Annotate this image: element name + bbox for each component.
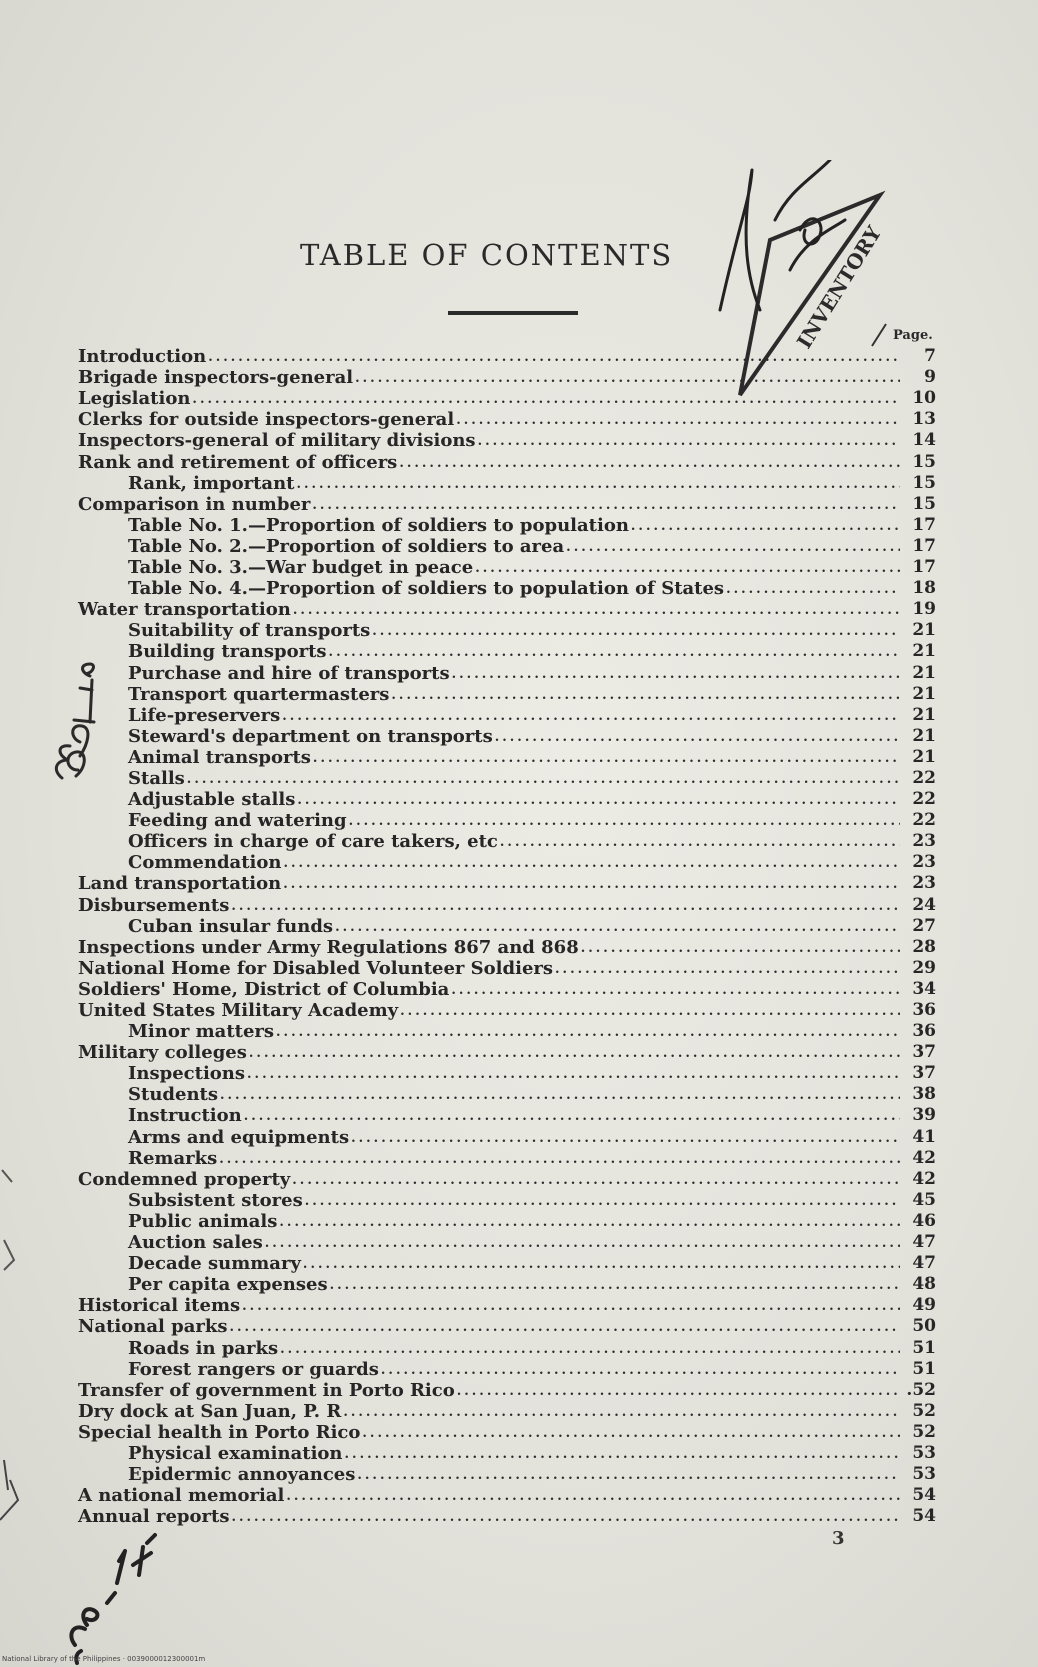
toc-entry (78, 346, 936, 367)
toc-entry-page: 41 (912, 1126, 936, 1147)
toc-entry-page: 54 (912, 1506, 936, 1527)
dot-leader (229, 1319, 900, 1337)
toc-entry-title: Transport quartermasters (128, 683, 390, 705)
toc-entry (78, 958, 936, 979)
toc-entry (78, 536, 936, 557)
toc-entry-page: 22 (912, 810, 936, 831)
toc-entry (78, 1126, 936, 1147)
toc-entry-title: Epidermic annoyances (128, 1464, 356, 1486)
toc-entry (78, 515, 936, 536)
toc-entry-title: Comparison in number (78, 493, 311, 515)
dot-leader (478, 433, 900, 451)
toc-entry (78, 620, 936, 641)
toc-entry-page: 52 (912, 1421, 936, 1442)
toc-entry-page: 42 (912, 1147, 936, 1168)
toc-entry-title: Arms and equipments (128, 1126, 350, 1148)
dot-leader (500, 834, 900, 852)
toc-entry (78, 1211, 936, 1232)
toc-entry-page: 38 (912, 1084, 936, 1105)
toc-entry-page: 47 (912, 1232, 936, 1253)
dot-leader (495, 729, 900, 747)
toc-entry-page: 21 (912, 620, 936, 641)
toc-entry (78, 1337, 936, 1358)
toc-entry (78, 1232, 936, 1253)
toc-entry-title: Animal transports (128, 746, 311, 768)
toc-entry-title: Life-preservers (128, 704, 281, 726)
toc-entry-title: Purchase and hire of transports (128, 662, 450, 684)
toc-entry-title: Table No. 1.—Proportion of soldiers to population (128, 514, 629, 536)
page-edge-marks (0, 1160, 30, 1540)
dot-leader (362, 1425, 900, 1443)
dot-leader (279, 1214, 900, 1232)
toc-entry-title: Stalls (128, 767, 185, 789)
dot-leader (293, 602, 900, 620)
toc-entry-page: 21 (912, 662, 936, 683)
dot-leader (249, 1045, 900, 1063)
page-title: TABLE OF CONTENTS (300, 238, 674, 272)
toc-entry-title: Decade summary (128, 1253, 301, 1275)
toc-entry (78, 1169, 936, 1190)
dot-leader (242, 1298, 900, 1316)
toc-entry-title: Disbursements (78, 894, 230, 916)
toc-entry (78, 1190, 936, 1211)
toc-entry (78, 1274, 936, 1295)
toc-entry-page: 15 (912, 451, 936, 472)
dot-leader (566, 539, 900, 557)
toc-entry-title: Brigade inspectors-general (78, 367, 354, 389)
toc-entry-title: Commendation (128, 852, 282, 874)
toc-entry (78, 599, 936, 620)
dot-leader (282, 708, 900, 726)
toc-entry (78, 726, 936, 747)
toc-entry (78, 852, 936, 873)
toc-entry-title: Cuban insular funds (128, 915, 334, 937)
dot-leader (283, 855, 900, 873)
toc-entry (78, 1422, 936, 1443)
toc-entry-title: Rank, important (128, 472, 295, 494)
toc-entry-page: 51 (912, 1358, 936, 1379)
dot-leader (231, 898, 900, 916)
dot-leader (330, 1277, 900, 1295)
toc-entry (78, 747, 936, 768)
toc-entry-title: Forest rangers or guards (128, 1358, 379, 1380)
dot-leader (208, 349, 900, 367)
toc-entry-title: Legislation (78, 388, 191, 410)
dot-leader (631, 518, 900, 536)
toc-entry-title: Transfer of government in Porto Rico (78, 1379, 455, 1401)
dot-leader (451, 982, 900, 1000)
dot-leader (220, 1087, 900, 1105)
toc-entry-page: 27 (912, 915, 936, 936)
toc-entry-title: Inspectors-general of military divisions (78, 430, 476, 452)
toc-entry (78, 937, 936, 958)
dot-leader (303, 1256, 900, 1274)
toc-entry-title: Subsistent stores (128, 1189, 303, 1211)
toc-entry-page: 15 (912, 472, 936, 493)
dot-leader (329, 644, 900, 662)
toc-entry (78, 1148, 936, 1169)
toc-entry-page: 29 (912, 957, 936, 978)
toc-entry (78, 1401, 936, 1422)
toc-entry (78, 979, 936, 1000)
toc-entry-title: Land transportation (78, 873, 282, 895)
toc-entry-page: 24 (912, 894, 936, 915)
dot-leader (231, 1509, 900, 1527)
toc-entry-page: 10 (912, 388, 936, 409)
dot-leader (357, 1467, 900, 1485)
toc-entry (78, 473, 936, 494)
toc-entry-page: 18 (912, 578, 936, 599)
toc-entry-page: 46 (912, 1210, 936, 1231)
dot-leader (276, 1024, 900, 1042)
toc-entry (78, 894, 936, 915)
dot-leader (399, 455, 900, 473)
toc-entry-page: 50 (912, 1316, 936, 1337)
toc-entry-title: Instruction (128, 1105, 242, 1127)
toc-entry-page: 21 (912, 683, 936, 704)
dot-leader (343, 1404, 900, 1422)
dot-leader (457, 1383, 900, 1401)
toc-entry (78, 409, 936, 430)
toc-entry (78, 916, 936, 937)
toc-entry (78, 1464, 936, 1485)
toc-entry-page: 7 (924, 346, 936, 367)
dot-leader (372, 623, 900, 641)
toc-entry-page: 19 (912, 599, 936, 620)
toc-entry-title: Roads in parks (128, 1337, 279, 1359)
toc-entry-page: 52 (912, 1400, 936, 1421)
toc-entry (78, 1443, 936, 1464)
toc-entry-page: 45 (912, 1189, 936, 1210)
toc-entry (78, 1295, 936, 1316)
toc-entry-page: 47 (912, 1253, 936, 1274)
toc-entry-page: 21 (912, 704, 936, 725)
page-column-label: Page. (893, 328, 933, 343)
toc-entry-page: 21 (912, 746, 936, 767)
dot-leader (452, 666, 900, 684)
dot-leader (247, 1066, 900, 1084)
dot-leader (391, 687, 900, 705)
toc-entry-title: Per capita expenses (128, 1274, 328, 1296)
toc-entry-page: 28 (912, 936, 936, 957)
toc-entry-page: 37 (912, 1063, 936, 1084)
toc-entry-title: Clerks for outside inspectors-general (78, 409, 455, 431)
toc-entry-page: 23 (912, 852, 936, 873)
toc-entry-page: 36 (912, 1000, 936, 1020)
toc-entry-title: Minor matters (128, 1021, 275, 1043)
dot-leader (349, 813, 900, 831)
dot-leader (280, 1341, 900, 1359)
toc-entry-title: A national memorial (78, 1485, 285, 1507)
toc-entry (78, 430, 936, 451)
toc-entry-page: 54 (912, 1485, 936, 1506)
dot-leader (400, 1003, 900, 1021)
dot-leader (581, 940, 900, 958)
toc-entry (78, 1316, 936, 1337)
toc-entry-page: 22 (912, 789, 936, 810)
toc-entry (78, 1063, 936, 1084)
toc-entry-title: Condemned property (78, 1168, 291, 1190)
toc-entry (78, 1380, 936, 1401)
toc-entry (78, 557, 936, 578)
toc-entry-title: Steward's department on transports (128, 725, 493, 747)
dot-leader (192, 391, 900, 409)
toc-entry-title: National Home for Disabled Volunteer Soldiers (78, 957, 554, 979)
toc-entry (78, 1485, 936, 1506)
toc-entry-title: Public animals (128, 1210, 278, 1232)
toc-entry (78, 831, 936, 852)
toc-entry (78, 451, 936, 472)
toc-entry-page: 23 (912, 873, 936, 894)
toc-entry-page: 39 (912, 1105, 936, 1126)
toc-entry-title: Table No. 2.—Proportion of soldiers to area (128, 535, 565, 557)
dot-leader (381, 1362, 900, 1380)
toc-entry-title: Adjustable stalls (128, 789, 296, 811)
toc-entry (78, 1105, 936, 1126)
toc-entry-title: Auction sales (128, 1232, 263, 1254)
toc-entry (78, 1000, 936, 1021)
toc-entry (78, 789, 936, 810)
dot-leader (475, 560, 900, 578)
dot-leader (296, 476, 900, 494)
toc-entry-page: 53 (912, 1464, 936, 1485)
toc-entry-page: 34 (912, 978, 936, 999)
toc-entry-page: 21 (912, 641, 936, 662)
toc-entry (78, 1042, 936, 1063)
dot-leader (345, 1446, 900, 1464)
dot-leader (283, 876, 900, 894)
toc-entry-title: Table No. 3.—War budget in peace (128, 557, 474, 579)
toc-entry (78, 1253, 936, 1274)
toc-entry-title: Remarks (128, 1147, 218, 1169)
toc-entry-page: 17 (912, 514, 936, 535)
dot-leader (292, 1172, 900, 1190)
toc-entry-page: 17 (912, 557, 936, 578)
toc-entry (78, 684, 936, 705)
toc-entry-title: National parks (78, 1316, 228, 1338)
toc-entry-page: 15 (912, 493, 936, 514)
toc-entry (78, 1084, 936, 1105)
toc-entry-page: 22 (912, 767, 936, 788)
dot-leader (219, 1151, 900, 1169)
toc-entry-page: .52 (906, 1379, 936, 1400)
toc-entry-title: Students (128, 1084, 218, 1106)
toc-entry-title: Special health in Porto Rico (78, 1421, 361, 1443)
toc-entry-title: Soldiers' Home, District of Columbia (78, 978, 450, 1000)
dot-leader (312, 497, 900, 515)
toc-entry-title: Suitability of transports (128, 620, 371, 642)
dot-leader (335, 919, 900, 937)
dot-leader (726, 581, 900, 599)
toc-entry-title: Table No. 4.—Proportion of soldiers to population of States (128, 578, 725, 600)
dot-leader (351, 1130, 900, 1148)
dot-leader (305, 1193, 900, 1211)
toc-entry-title: Military colleges (78, 1042, 247, 1064)
stamp-text: INVENTORY (791, 221, 887, 353)
toc-entry (78, 388, 936, 409)
toc-entry (78, 705, 936, 726)
table-of-contents (78, 346, 936, 1527)
page-number: 3 (832, 1528, 845, 1549)
toc-entry-title: Inspections (128, 1063, 246, 1085)
toc-entry (78, 768, 936, 789)
toc-entry-page: 49 (912, 1295, 936, 1316)
dot-leader (244, 1108, 900, 1126)
toc-entry (78, 494, 936, 515)
toc-entry-title: United States Military Academy (78, 1000, 399, 1021)
handwritten-note-bottom (55, 1525, 175, 1665)
toc-entry-title: Building transports (128, 641, 327, 663)
toc-entry-title: Water transportation (78, 599, 291, 621)
toc-entry-page: 13 (912, 409, 936, 430)
dot-leader (456, 412, 900, 430)
toc-entry-title: Historical items (78, 1295, 241, 1317)
toc-entry-title: Officers in charge of care takers, etc (128, 831, 498, 853)
toc-entry-title: Feeding and watering (128, 810, 347, 832)
toc-entry (78, 662, 936, 683)
toc-entry (78, 810, 936, 831)
toc-entry-page: 36 (912, 1021, 936, 1042)
toc-entry-title: Annual reports (78, 1506, 230, 1528)
toc-entry-page: 14 (912, 430, 936, 451)
toc-entry (78, 1021, 936, 1042)
handwritten-tick (870, 322, 890, 348)
dot-leader (187, 771, 900, 789)
toc-entry (78, 578, 936, 599)
toc-entry (78, 873, 936, 894)
toc-entry-page: 9 (924, 367, 936, 388)
toc-entry (78, 641, 936, 662)
toc-entry (78, 1359, 936, 1380)
dot-leader (265, 1235, 900, 1253)
dot-leader (555, 961, 900, 979)
title-rule (448, 311, 578, 315)
toc-entry-page: 37 (912, 1042, 936, 1063)
toc-entry (78, 1506, 936, 1527)
toc-entry-page: 21 (912, 725, 936, 746)
scan-footer: National Library of the Philippines · 0039000012300001m (2, 1655, 206, 1663)
toc-entry (78, 367, 936, 388)
dot-leader (286, 1488, 900, 1506)
toc-entry-title: Physical examination (128, 1442, 343, 1464)
dot-leader (313, 750, 900, 768)
toc-entry-page: 53 (912, 1442, 936, 1463)
toc-entry-title: Inspections under Army Regulations 867 and 868 (78, 936, 579, 958)
dot-leader (297, 792, 900, 810)
toc-entry-title: Rank and retirement of officers (78, 451, 398, 473)
toc-entry-page: 17 (912, 535, 936, 556)
dot-leader (355, 370, 900, 388)
toc-entry-page: 48 (912, 1274, 936, 1295)
toc-entry-page: 51 (912, 1337, 936, 1358)
toc-entry-title: Dry dock at San Juan, P. R (78, 1400, 342, 1422)
toc-entry-page: 23 (912, 831, 936, 852)
toc-entry-page: 42 (912, 1168, 936, 1189)
toc-entry-title: Introduction (78, 346, 207, 368)
